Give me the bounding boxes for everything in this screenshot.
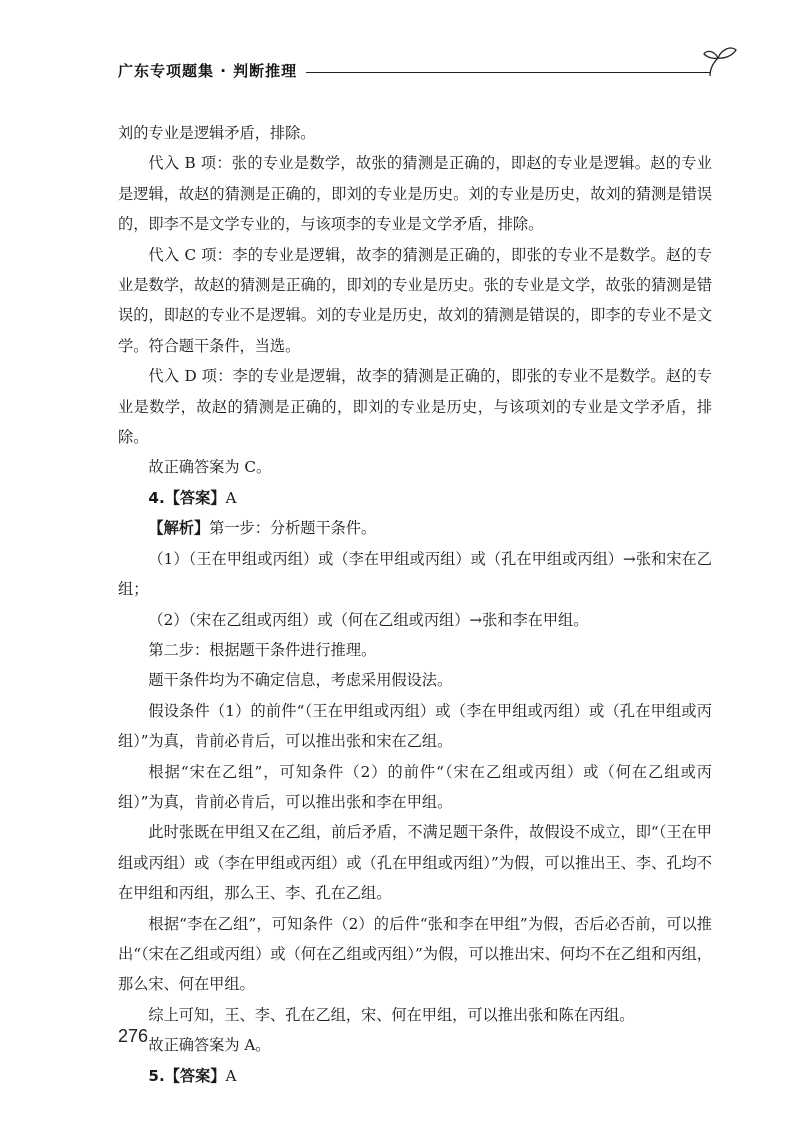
paragraph: （1）（王在甲组或丙组）或（李在甲组或丙组）或（孔在甲组或丙组）→张和宋在乙组； <box>118 549 712 599</box>
header-rule <box>306 72 710 73</box>
paragraph: 假设条件（1）的前件“（王在甲组或丙组）或（李在甲组或丙组）或（孔在甲组或丙组）”为真，肯前必肯后，可以推出张和宋在乙组。 <box>118 701 712 751</box>
answer-value: A <box>225 488 237 507</box>
paragraph: 根据“宋在乙组”，可知条件（2）的前件“（宋在乙组或丙组）或（何在乙组或丙组）”为真，肯前必肯后，可以推出张和李在甲组。 <box>118 762 712 811</box>
running-header <box>118 60 718 90</box>
paragraph: 此时张既在甲组又在乙组，前后矛盾，不满足题干条件，故假设不成立，即“（王在甲组或丙组）或（李在甲组或丙组）或（孔在甲组或丙组）”为假，可以推出王、李、孔均不在甲组和丙组，那么王、李、孔在乙组。 <box>118 823 712 903</box>
paragraph: 第二步：根据题干条件进行推理。 <box>148 640 377 659</box>
paragraph: 刘的专业是逻辑矛盾，排除。 <box>118 124 316 142</box>
answer-tag: 【答案】 <box>164 488 226 507</box>
paragraph: 题干条件均为不确定信息，考虑采用假设法。 <box>148 671 453 690</box>
header-title: 广东专项题集 · 判断推理 <box>118 62 298 80</box>
paragraph: 故正确答案为 A。 <box>148 1036 271 1055</box>
paragraph: 综上可知，王、李、孔在乙组，宋、何在甲组，可以推出张和陈在丙组。 <box>148 1005 635 1024</box>
analysis-text: 第一步：分析题干条件。 <box>209 519 377 538</box>
paragraph: 根据“李在乙组”，可知条件（2）的后件“张和李在甲组”为假，否后必否前，可以推出“（宋在乙组或丙组）或（何在乙组或丙组）”为假，可以推出宋、何均不在乙组和丙组，那么宋、何在甲组。 <box>118 914 712 994</box>
paragraph: （2）（宋在乙组或丙组）或（何在乙组或丙组）→张和李在甲组。 <box>148 610 589 629</box>
paragraph: 故正确答案为 C。 <box>148 458 272 477</box>
paragraph: 代入 D 项：李的专业是逻辑，故李的猜测是正确的，即张的专业不是数学。赵的专业是数学，故赵的猜测是正确的，即刘的专业是历史，与该项刘的专业是文学矛盾，排除。 <box>118 367 712 447</box>
question-4-answer <box>118 483 712 513</box>
question-5-answer <box>118 1061 712 1091</box>
analysis-paragraph <box>118 513 712 543</box>
page-number: 276 <box>118 1026 149 1046</box>
answer-value: A <box>225 1066 237 1085</box>
page-content <box>118 118 712 1091</box>
paragraph: 代入 B 项：张的专业是数学，故张的猜测是正确的，即赵的专业是逻辑。赵的专业是逻辑，故赵的猜测是正确的，即刘的专业是历史。刘的专业是历史，故刘的猜测是错误的，即李不是文学专业的，与该项李的专业是文学矛盾，排除。 <box>118 154 712 234</box>
sprout-icon <box>700 42 740 78</box>
paragraph: 代入 C 项：李的专业是逻辑，故李的猜测是正确的，即张的专业不是数学。赵的专业是数学，故赵的猜测是正确的，即刘的专业是历史。张的专业是文学，故张的猜测是错误的，即赵的专业不是逻辑。刘的专业是历史，故刘的猜测是错误的，即李的专业不是文学。符合题干条件，当选。 <box>118 245 712 355</box>
question-number: 4. <box>148 488 165 507</box>
question-number: 5. <box>148 1066 165 1085</box>
answer-tag: 【答案】 <box>164 1066 226 1085</box>
analysis-tag: 【解析】 <box>148 519 210 538</box>
